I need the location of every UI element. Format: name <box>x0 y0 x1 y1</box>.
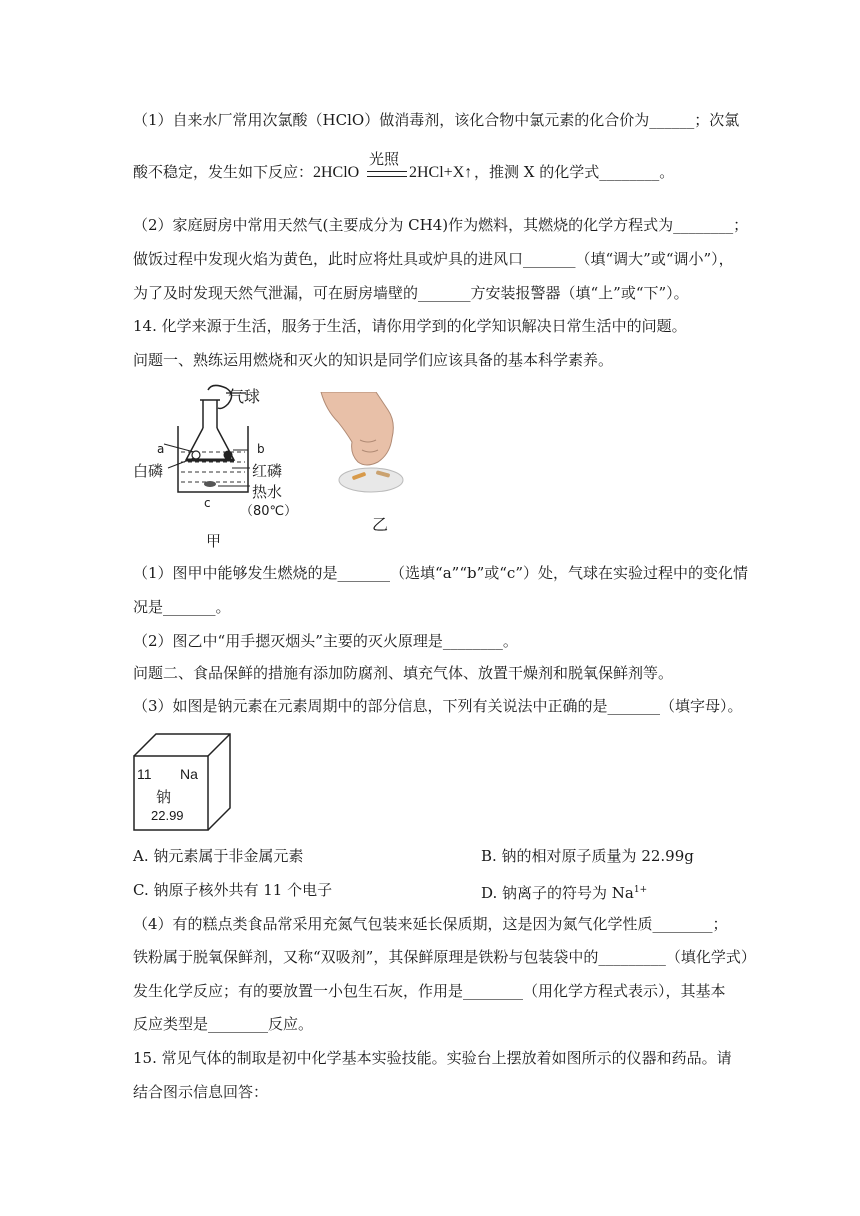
element-atomic-number: 11 <box>137 766 152 782</box>
q14-sub2: （2）图乙中“用手摁灭烟头”主要的灭火原理是________。 <box>133 632 518 650</box>
label-temperature: （80℃） <box>240 504 298 519</box>
q14-problem2: 问题二、食品保鲜的措施有添加防腐剂、填充气体、放置干燥剂和脱氧保鲜剂等。 <box>133 664 674 682</box>
option-d-superscript: 1+ <box>633 885 648 895</box>
q14-sub4-line1: （4）有的糕点类食品常采用充氮气包装来延长保质期，这是因为氮气化学性质________； <box>133 915 728 933</box>
q13-part1-line2-post: ，推测 X 的化学式________。 <box>474 163 675 181</box>
q13-part1-line2-pre: 酸不稳定，发生如下反应： <box>133 163 314 181</box>
option-b: B. 钠的相对原子质量为 22.99g <box>481 847 694 865</box>
equation-condition: 光照 <box>369 150 400 168</box>
ashtray <box>339 468 403 492</box>
q14-sub4-line4: 反应类型是________反应。 <box>133 1015 314 1033</box>
label-b: b <box>257 442 265 456</box>
option-a: A. 钠元素属于非金属元素 <box>133 847 304 865</box>
label-red-phosphorus: 红磷 <box>252 462 283 480</box>
q14-title: 14. 化学来源于生活，服务于生活，请你用学到的化学知识解决日常生活中的问题。 <box>133 317 687 335</box>
label-white-phosphorus: 白磷 <box>133 462 164 480</box>
element-symbol: Na <box>180 766 198 782</box>
sodium-element-cube <box>130 730 240 834</box>
option-d-text: D. 钠离子的符号为 Na <box>481 884 634 902</box>
q14-sub3: （3）如图是钠元素在元素周期中的部分信息，下列有关说法中正确的是_______（填字母）。 <box>133 697 743 715</box>
q14-sub4-line2: 铁粉属于脱氧保鲜剂，又称“双吸剂”，其保鲜原理是铁粉与包装袋中的_________（填化学式） <box>133 948 756 966</box>
q14-problem1: 问题一、熟练运用燃烧和灭火的知识是同学们应该具备的基本科学素养。 <box>133 351 614 369</box>
caption-jia: 甲 <box>206 532 222 550</box>
q13-part1-line1: （1）自来水厂常用次氯酸（HClO）做消毒剂，该化合物中氯元素的化合价为______；次氯 <box>133 111 740 129</box>
element-name: 钠 <box>156 788 172 806</box>
label-c: c <box>204 496 211 510</box>
figure-yi-hand-photo <box>316 392 426 502</box>
option-d <box>481 880 647 903</box>
q15-line2: 结合图示信息回答： <box>133 1083 269 1101</box>
q15-line1: 15. 常见气体的制取是初中化学基本实验技能。实验台上摆放着如图所示的仪器和药品。请 <box>133 1049 732 1067</box>
label-balloon: 气球 <box>228 387 261 406</box>
q14-sub4-line3: 发生化学反应；有的要放置一小包生石灰，作用是________（用化学方程式表示），其基本 <box>133 982 726 1000</box>
q13-part2-line3: 为了及时发现天然气泄漏，可在厨房墙壁的_______方安装报警器（填“上”或“下”）。 <box>133 284 689 302</box>
pointer-white <box>168 458 194 468</box>
caption-yi: 乙 <box>372 515 389 534</box>
q14-sub1-line2: 况是_______。 <box>133 598 231 616</box>
option-c: C. 钠原子核外共有 11 个电子 <box>133 881 333 899</box>
element-atomic-mass: 22.99 <box>151 808 184 823</box>
q14-sub1-line1: （1）图甲中能够发生燃烧的是_______（选填“a”“b”或“c”）处，气球在实验过程中的变化情 <box>133 564 749 582</box>
water-lines <box>181 452 245 482</box>
cube-top-edge <box>208 734 230 756</box>
q13-part2-line1: （2）家庭厨房中常用天然气(主要成分为 CH4)作为燃料，其燃烧的化学方程式为________； <box>133 216 749 234</box>
equation-double-line <box>367 171 407 177</box>
white-phosphorus-in-water <box>204 481 216 487</box>
label-hot-water: 热水 <box>252 483 283 501</box>
label-a: a <box>157 442 165 456</box>
red-phosphorus-dot <box>224 451 233 460</box>
pointer-a <box>164 444 194 452</box>
equation-product: 2HCl+X↑ <box>409 164 473 181</box>
equation-reactant: 2HClO <box>313 164 360 181</box>
q13-part2-line2: 做饭过程中发现火焰为黄色，此时应将灶具或炉具的进风口_______（填“调大”或“调小”）， <box>133 250 734 268</box>
